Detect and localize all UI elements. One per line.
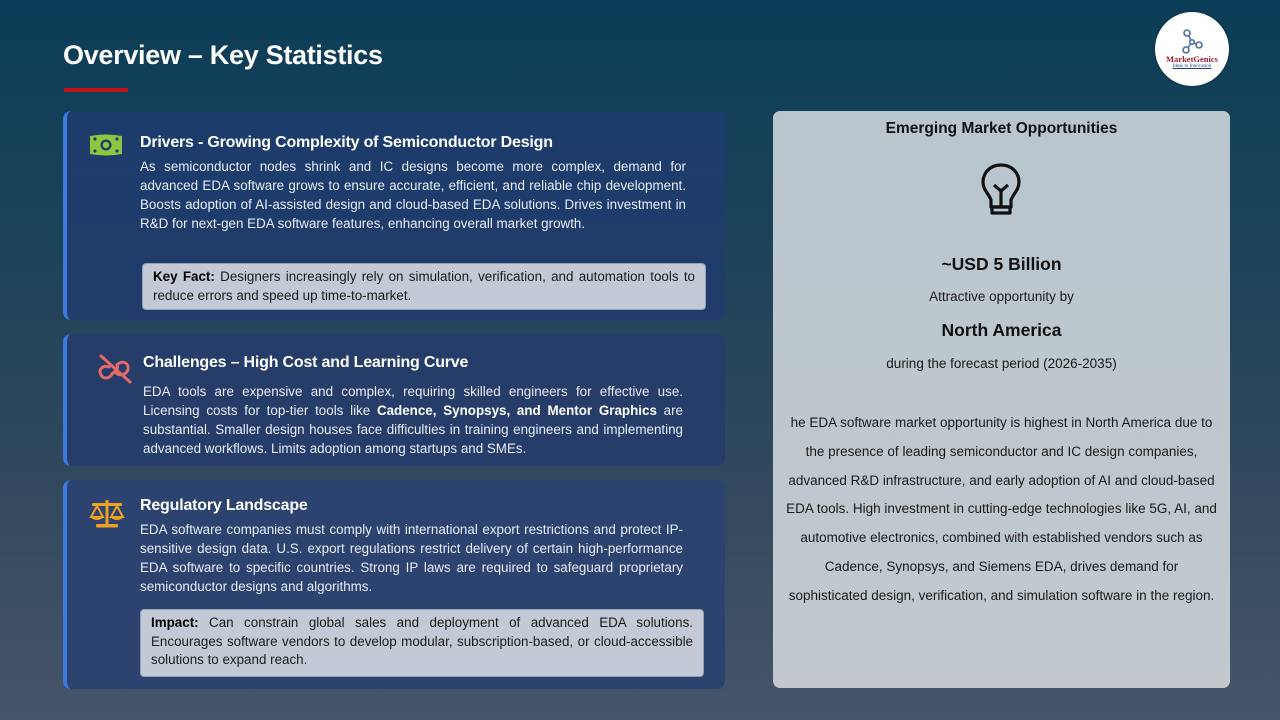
- challenges-body-text: EDA tools are expensive and complex, requiring skilled engineers for effective use. Licensing costs for top-tier tools like: [143, 384, 683, 418]
- challenges-body: [143, 382, 683, 458]
- regulatory-card: [63, 480, 725, 689]
- drivers-title: Drivers - Growing Complexity of Semiconductor Design: [140, 134, 553, 151]
- opportunity-heading: Emerging Market Opportunities: [885, 120, 1118, 137]
- challenges-card: [63, 334, 725, 466]
- broken-link-icon: [95, 353, 135, 385]
- lightbulb-icon: [979, 161, 1023, 217]
- opportunity-panel: [773, 111, 1230, 688]
- opportunity-region: North America: [941, 320, 1062, 340]
- key-fact-label: Key Fact:: [153, 269, 215, 284]
- title-underline: [64, 88, 128, 92]
- molecule-network-icon: [1179, 28, 1205, 54]
- page-title: Overview – Key Statistics: [63, 40, 383, 70]
- opportunity-value: ~USD 5 Billion: [941, 254, 1062, 274]
- drivers-card: [63, 111, 725, 320]
- forecast-period: during the forecast period (2026-2035): [886, 356, 1117, 371]
- impact-label: Impact:: [151, 615, 199, 630]
- challenges-body-text-end: are substantial. Smaller design houses face difficulties in training engineers and implementing advanced workflows. Limits adoption among startups and SMEs.: [143, 403, 683, 456]
- money-bill-icon: [89, 133, 123, 157]
- impact-text: Can constrain global sales and deployment of advanced EDA solutions. Encourages software vendors to develop modular, subscription-based, or cloud-accessible solutions to expand reach.: [151, 615, 693, 667]
- challenges-vendors: Cadence, Synopsys, and Mentor Graphics: [376, 403, 657, 418]
- regulatory-title: Regulatory Landscape: [140, 497, 308, 514]
- logo-tagline: Ideas to Innovation: [1172, 63, 1212, 69]
- opportunity-subtitle: Attractive opportunity by: [929, 289, 1074, 304]
- drivers-body: As semiconductor nodes shrink and IC designs become more complex, demand for advanced EDA software grows to ensure accurate, efficient, and reliable chip development. Boosts adoption of AI-assisted design and cloud-based EDA solutions. Drives investment in R&D for next-gen EDA software features, enhancing overall market growth.: [140, 159, 686, 231]
- logo-name: MarketGenics: [1166, 54, 1218, 65]
- key-fact-text: Designers increasingly rely on simulation, verification, and automation tools to reduce errors and speed up time-to-market.: [153, 269, 695, 303]
- challenges-title: Challenges – High Cost and Learning Curve: [143, 354, 469, 371]
- key-fact-box: [142, 263, 706, 310]
- balance-scale-icon: [88, 497, 126, 529]
- regulatory-body: EDA software companies must comply with international export restrictions and protect IP-sensitive design data. U.S. export regulations restrict delivery of certain high-performance EDA software to specific countries. Strong IP laws are required to safeguard proprietary semiconductor designs and algorithms.: [140, 522, 683, 594]
- opportunity-description: he EDA software market opportunity is highest in North America due to the presence of leading semiconductor and IC design companies, advanced R&D infrastructure, and early adoption of AI and cloud-based EDA tools. High investment in cutting-edge technologies like 5G, AI, and automotive electronics, combined with established vendors such as Cadence, Synopsys, and Siemens EDA, drives demand for sophisticated design, verification, and simulation software in the region.: [786, 415, 1217, 603]
- company-logo: [1155, 12, 1229, 86]
- impact-box: [140, 609, 704, 677]
